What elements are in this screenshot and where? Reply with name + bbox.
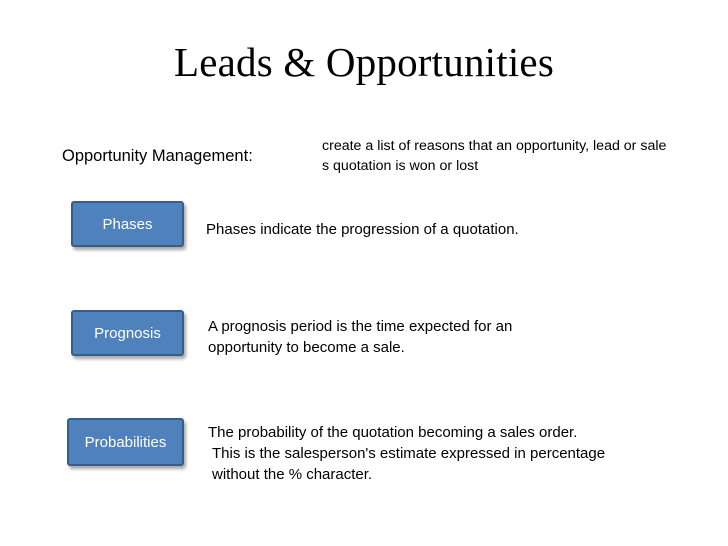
probabilities-box-label: Probabilities bbox=[84, 433, 167, 451]
prognosis-box bbox=[71, 310, 184, 356]
probabilities-description-line: without the % character. bbox=[212, 466, 373, 483]
opportunity-management-label: Opportunity Management: bbox=[62, 147, 253, 165]
phases-box-label: Phases bbox=[102, 215, 153, 233]
probabilities-description bbox=[208, 422, 668, 485]
probabilities-box bbox=[67, 418, 184, 466]
phases-box bbox=[71, 201, 184, 247]
opportunity-management-description: create a list of reasons that an opportunity, lead or sales quotation is won or lost bbox=[322, 138, 667, 174]
prognosis-box-label: Prognosis bbox=[94, 324, 161, 342]
slide-title: Leads & Opportunities bbox=[174, 39, 554, 85]
phases-description: Phases indicate the progression of a quotation. bbox=[206, 221, 519, 238]
probabilities-description-line: The probability of the quotation becoming a sales order. bbox=[208, 424, 578, 441]
prognosis-description: A prognosis period is the time expected for an opportunity to become a sale. bbox=[208, 318, 513, 356]
probabilities-description-line: This is the salesperson's estimate expressed in percentage bbox=[212, 445, 606, 462]
